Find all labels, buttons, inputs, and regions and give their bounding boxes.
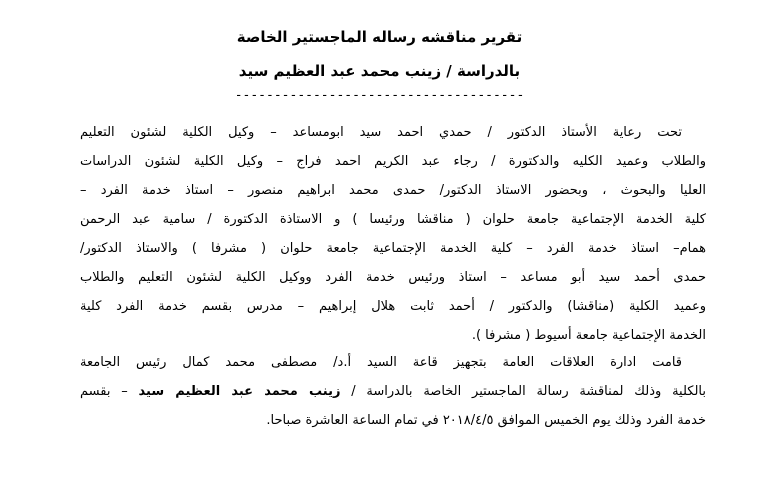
paragraph-line: همام– استاذ خدمة الفرد – كلية الخدمة الإجتماعية جامعة حلوان ( مشرفا ) والاستاذ الدكتور/ <box>80 241 706 256</box>
paragraph-line: حمدى أحمد سيد أبو مساعد – استاذ ورئيس خدمة الفرد ووكيل الكلية لشئون التعليم والطلاب <box>80 270 706 285</box>
paragraph-text: بالكلية وذلك لمناقشة رسالة الماجستير الخاصة بالدراسة / <box>340 384 706 399</box>
paragraph-line: خدمة الفرد وذلك يوم الخميس الموافق ٢٠١٨/٤/٥ في تمام الساعة العاشرة صباحا. <box>266 413 706 428</box>
paragraph-line: تحت رعاية الأستاذ الدكتور / حمدي احمد سيد ابومساعد – وكيل الكلية لشئون التعليم <box>80 125 682 140</box>
paragraph-line: قامت ادارة العلاقات العامة بتجهيز قاعة السيد أ.د/ مصطفى محمد كمال رئيس الجامعة <box>80 355 682 370</box>
paragraph-line: وعميد الكلية (مناقشا) والدكتور / أحمد ثابت هلال إبراهيم – مدرس بقسم خدمة الفرد كلية <box>80 299 706 314</box>
report-title: تقرير مناقشه رساله الماجستير الخاصة <box>236 28 523 46</box>
paragraph-line <box>80 377 706 406</box>
report-subtitle: بالدراسة / زينب محمد عبد العظيم سيد <box>238 62 521 80</box>
divider-line: ------------------------------------- <box>234 88 525 103</box>
paragraph-supervision <box>80 118 706 350</box>
paragraph-line: الخدمة الإجتماعية جامعة أسيوط ( مشرفا ). <box>471 328 706 343</box>
paragraph-line: العليا والبحوث ، وبحضور الاستاذ الدكتور/ حمدى محمد ابراهيم منصور – استاذ خدمة الفرد – <box>80 183 706 198</box>
paragraph-line: والطلاب وعميد الكليه والدكتورة / رجاء عبد الكريم احمد فراج – وكيل الكلية لشئون الدراسات <box>80 154 706 169</box>
paragraph-line: كلية الخدمة الإجتماعية جامعة حلوان ( مناقشا ورئيسا ) و الاستاذة الدكتورة / سامية عبد الرحمن <box>80 212 706 227</box>
student-name: زينب محمد عبد العظيم سيد <box>138 384 341 399</box>
paragraph-text: – بقسم <box>80 384 139 399</box>
paragraph-event <box>80 348 706 435</box>
